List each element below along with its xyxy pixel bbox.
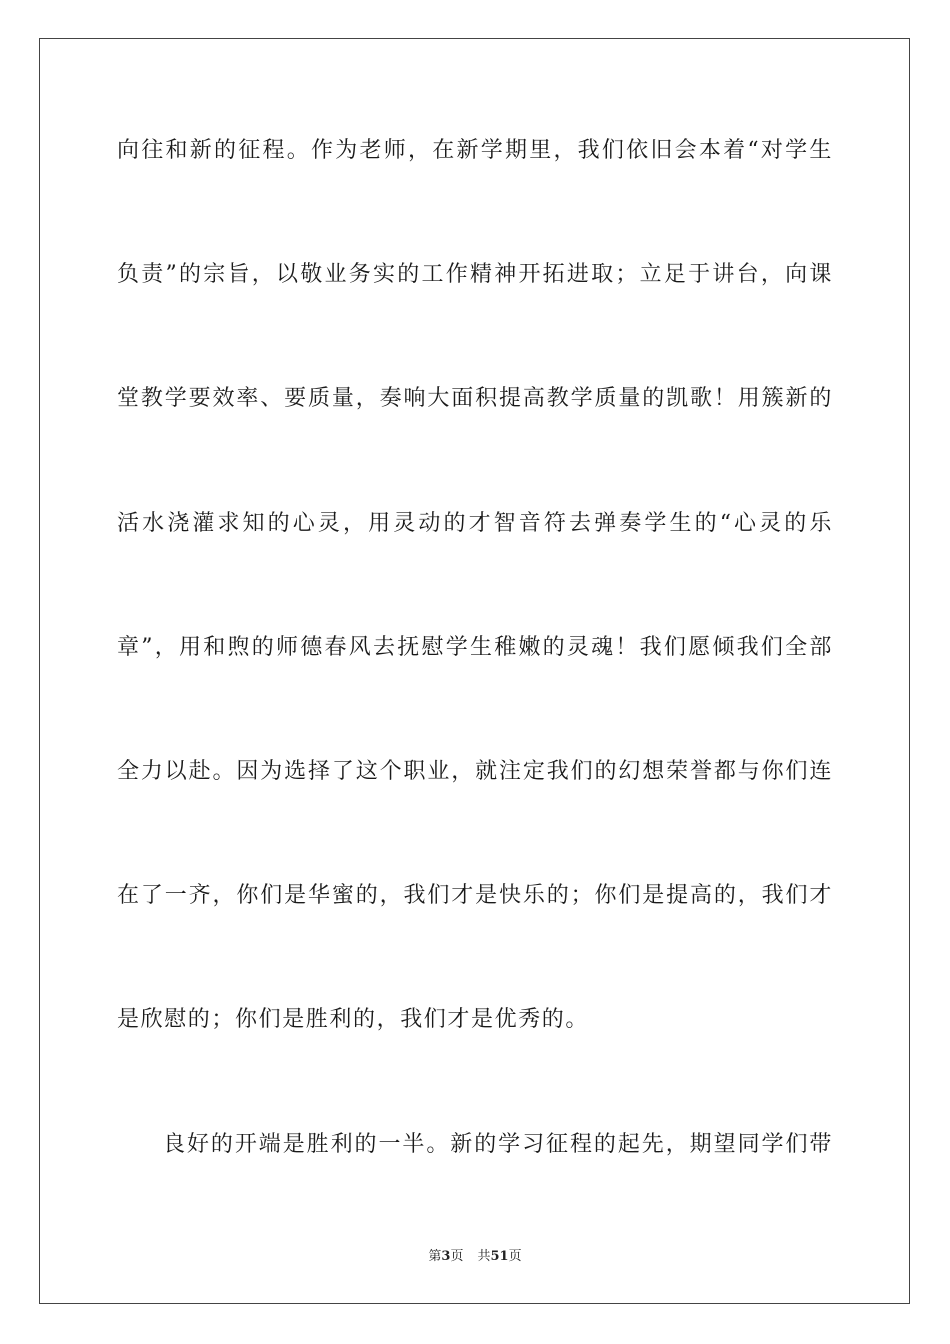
text-line: 全力以赴。因为选择了这个职业，就注定我们的幻想荣誉都与你们连 bbox=[117, 759, 833, 784]
page-frame bbox=[39, 38, 910, 1304]
page-prefix: 第 bbox=[428, 1249, 442, 1264]
text-line: 活水浇灌求知的心灵，用灵动的才智音符去弹奏学生的“心灵的乐 bbox=[117, 511, 833, 536]
total-suffix: 页 bbox=[508, 1249, 522, 1264]
text-line: 负责”的宗旨，以敬业务实的工作精神开拓进取；立足于讲台，向课 bbox=[117, 262, 833, 287]
text-line: 堂教学要效率、要质量，奏响大面积提高教学质量的凯歌！用簇新的 bbox=[117, 386, 833, 411]
text-line: 是欣慰的；你们是胜利的，我们才是优秀的。 bbox=[117, 1007, 590, 1032]
page-suffix: 页 bbox=[450, 1249, 464, 1264]
text-line: 章”，用和煦的师德春风去抚慰学生稚嫩的灵魂！我们愿倾我们全部 bbox=[117, 635, 833, 660]
total-prefix: 共 bbox=[477, 1249, 491, 1264]
current-page-number: 3 bbox=[441, 1249, 451, 1264]
paragraph-first-line: 良好的开端是胜利的一半。新的学习征程的起先，期望同学们带 bbox=[163, 1132, 833, 1157]
text-line: 向往和新的征程。作为老师，在新学期里，我们依旧会本着“对学生 bbox=[117, 138, 833, 163]
text-line: 在了一齐，你们是华蜜的，我们才是快乐的；你们是提高的，我们才 bbox=[117, 883, 833, 908]
total-page-count: 51 bbox=[490, 1249, 509, 1264]
page-footer bbox=[0, 1248, 950, 1266]
